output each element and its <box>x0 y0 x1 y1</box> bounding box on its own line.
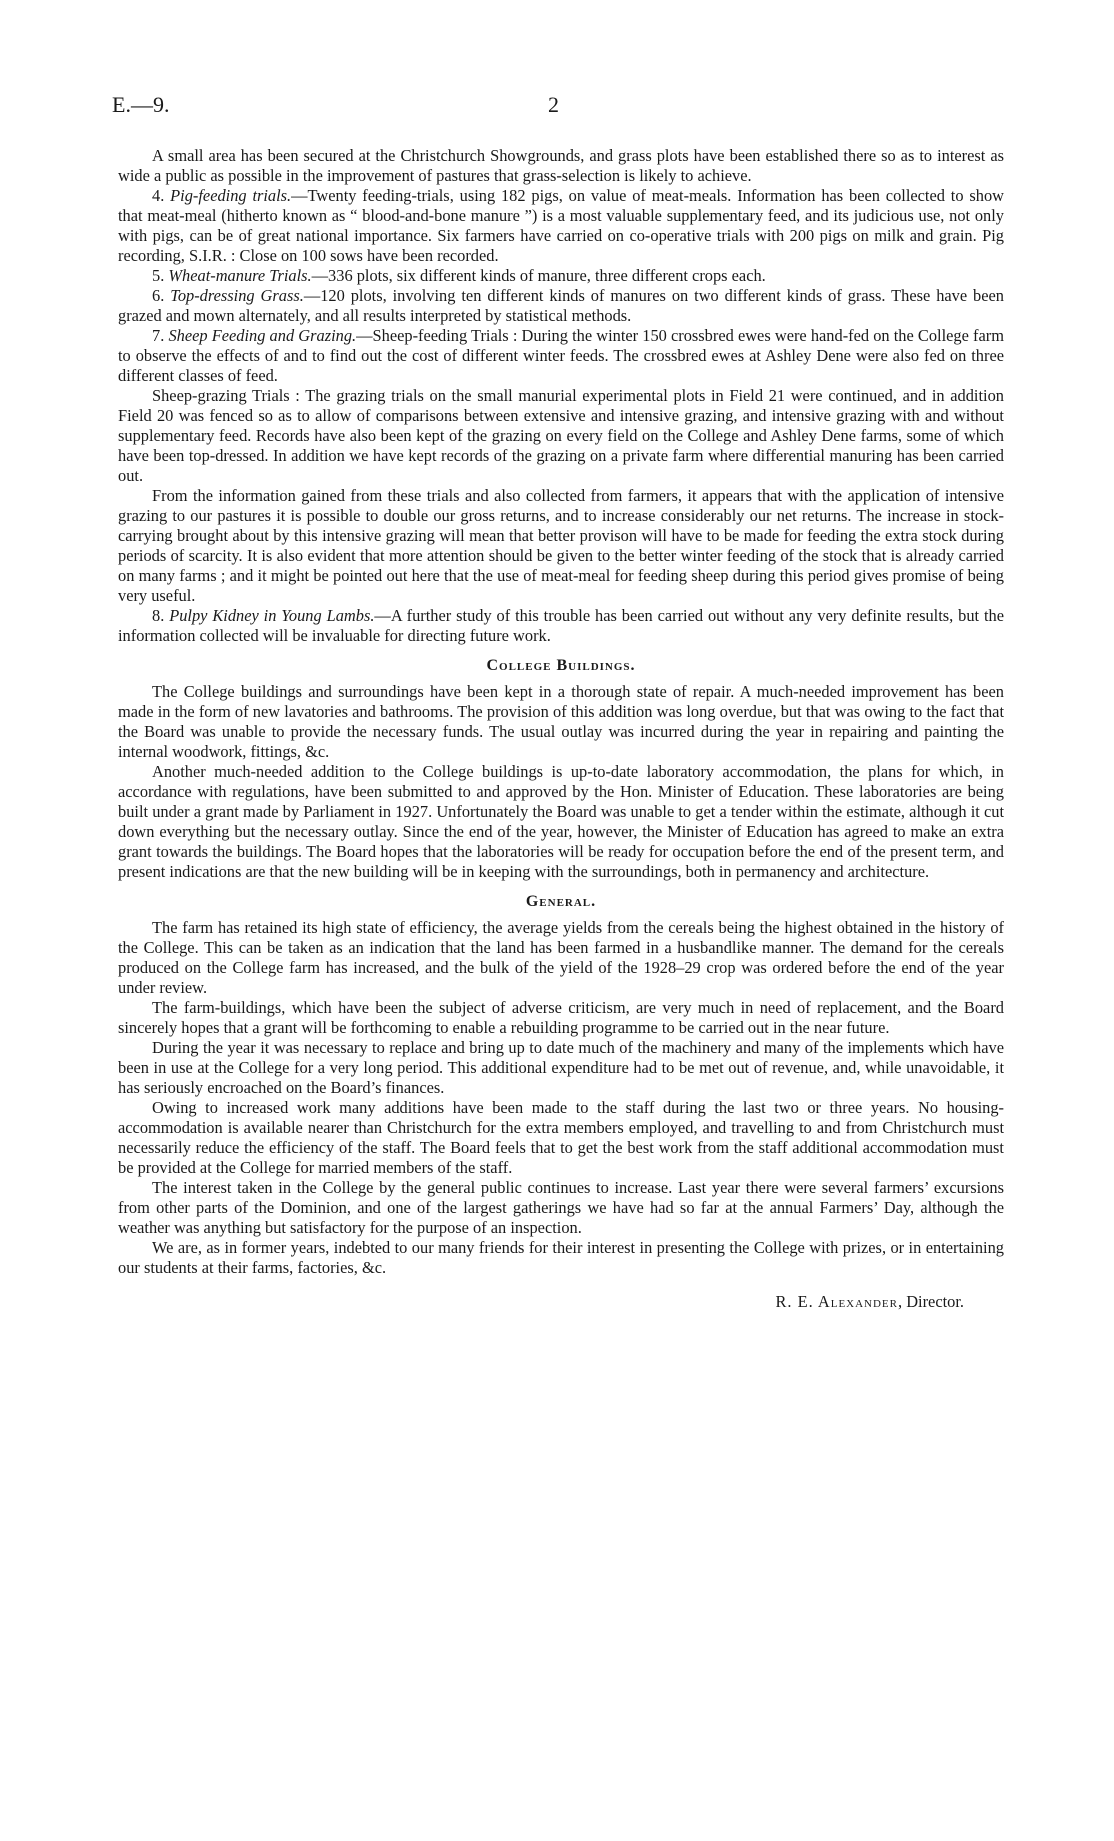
paragraph-general-machinery: During the year it was necessary to replace and bring up to date much of the machinery and many of the implements which have been in use at the College for a very long period. This additional expenditure had to be met out of revenue, and, while unavoidable, it has seriously encroached on the Board’s finances. <box>118 1038 1004 1097</box>
item-number: 8. <box>152 606 170 625</box>
paragraph-buildings-repair: The College buildings and surroundings have been kept in a thorough state of repair. A much-needed improvement has been made in the form of new lavatories and bathrooms. The provision of this addition was long overdue, but that was owing to the fact that the Board was unable to provide the necessary funds. The usual outlay was incurred during the year in repairing and painting the internal woodwork, fittings, &c. <box>118 682 1004 761</box>
page-header <box>112 92 1002 122</box>
item-number: 6. <box>152 286 171 305</box>
document-code: E.—9. <box>112 92 170 117</box>
paragraph-general-thanks: We are, as in former years, indebted to our many friends for their interest in presenting the College with prizes, or in entertaining our students at their farms, factories, &c. <box>118 1238 1004 1277</box>
item-text: —A further study of this trouble has been carried out without any very definite results, but the information collected will be invaluable for directing future work. <box>118 606 1005 645</box>
section-heading-general: General. <box>525 893 597 910</box>
item-text: —Sheep-feeding Trials : During the winter 150 crossbred ewes were hand-fed on the College farm to observe the effects of and to find out the cost of different winter feeds. The crossbred ewes at Ashley Dene were also fed on three different classes of feed. <box>118 326 1004 385</box>
item-title: Sheep Feeding and Grazing. <box>168 326 357 345</box>
paragraph-showgrounds: A small area has been secured at the Christchurch Showgrounds, and grass plots have been established there so as to interest as wide a public as possible in the improvement of pastures that grass-selection is likely to achieve. <box>118 146 1004 185</box>
item-title: Top-dressing Grass. <box>170 286 304 305</box>
paragraph-general-farm-buildings: The farm-buildings, which have been the subject of adverse criticism, are very much in need of replacement, and the Board sincerely hopes that a grant will be forthcoming to enable a rebuilding programme to be carried out in the near future. <box>118 998 1004 1037</box>
item-sheep-feeding <box>118 326 1004 386</box>
signatory-title: , Director. <box>898 1292 964 1311</box>
paragraph-general-farm: The farm has retained its high state of efficiency, the average yields from the cereals being the highest obtained in the history of the College. This can be taken as an indication that the land has been farmed in a husbandlike manner. The demand for the cereals produced on the College farm has increased, and the bulk of the yield of the 1928–29 crop was ordered before the end of the year under review. <box>118 918 1004 997</box>
item-wheat-manure <box>118 266 1004 286</box>
section-heading-college-buildings: College Buildings. <box>486 657 636 674</box>
signature <box>118 1292 1004 1312</box>
paragraph-general-public-interest: The interest taken in the College by the general public continues to increase. Last year there were several farmers’ excursions from other parts of the Dominion, and one of the largest gatherings we have had so far at the annual Farmers’ Day, although the weather was anything but satisfactory for the purpose of an inspection. <box>118 1178 1004 1237</box>
item-top-dressing <box>118 286 1004 326</box>
item-pig-feeding <box>118 186 1004 266</box>
paragraph-general-staff: Owing to increased work many additions have been made to the staff during the last two or three years. No housing-accommodation is available nearer than Christchurch for the extra members employed, and travelling to and from Christchurch must necessarily reduce the efficiency of the staff. The Board feels that to get the best work from the staff additional accommodation must be provided at the College for married members of the staff. <box>118 1098 1004 1177</box>
item-title: Pig-feeding trials. <box>170 186 292 205</box>
item-number: 7. <box>152 326 169 345</box>
paragraph-information: From the information gained from these trials and also collected from farmers, it appears that with the application of intensive grazing to our pastures it is possible to double our gross returns, and to increase considerably our net returns. The increase in stock-carrying brought about by this intensive grazing will mean that better provison will have to be made for feeding the extra stock during periods of scarcity. It is also evident that more attention should be given to the better winter feeding of the stock that is already carried on many farms ; and it might be pointed out here that the use of meat-meal for feeding sheep during this period gives promise of being very useful. <box>118 486 1004 605</box>
paragraph-buildings-laboratory: Another much-needed addition to the College buildings is up-to-date laboratory accommodation, the plans for which, in accordance with regulations, have been submitted to and approved by the Hon. Minister of Education. These laboratories are being built under a grant made by Parliament in 1927. Unfortunately the Board was unable to get a tender within the estimate, although it cut down everything but the necessary outlay. Since the end of the year, however, the Minister of Education has agreed to make an extra grant towards the buildings. The Board hopes that the laboratories will be ready for occupation before the end of the present term, and present indications are that the new building will be in keeping with the surroundings, both in permanency and architecture. <box>118 762 1004 881</box>
document-body <box>118 146 1004 1312</box>
item-text: —336 plots, six different kinds of manure, three different crops each. <box>311 266 766 285</box>
item-pulpy-kidney <box>118 606 1004 646</box>
item-title: Wheat-manure Trials. <box>168 266 312 285</box>
item-text: —Twenty feeding-trials, using 182 pigs, on value of meat-meals. Information has been collected to show that meat-meal (hitherto known as “ blood-and-bone manure ”) is a most valuable supplementary feed, and its judicious use, not only with pigs, can be of great national importance. Six farmers have carried on co-operative trials with 200 pigs on milk and grain. Pig recording, S.I.R. : Close on 100 sows have been recorded. <box>118 186 1004 265</box>
page-number: 2 <box>548 92 559 117</box>
item-number: 5. <box>152 266 169 285</box>
item-title: Pulpy Kidney in Young Lambs. <box>169 606 375 625</box>
paragraph-sheep-grazing: Sheep-grazing Trials : The grazing trials on the small manurial experimental plots in Field 21 were continued, and in addition Field 20 was fenced so as to allow of comparisons between extensive and intensive grazing, and intensive grazing with and without supplementary feed. Records have also been kept of the grazing on every field on the College and Ashley Dene farms, some of which have been top-dressed. In addition we have kept records of the grazing on a private farm where differential manuring has been carried out. <box>118 386 1004 485</box>
signatory-name: R. E. Alexander <box>775 1292 898 1311</box>
item-text: —120 plots, involving ten different kinds of manures on two different kinds of grass. These have been grazed and mown alternately, and all results interpreted by statistical methods. <box>118 286 1004 325</box>
item-number: 4. <box>152 186 171 205</box>
